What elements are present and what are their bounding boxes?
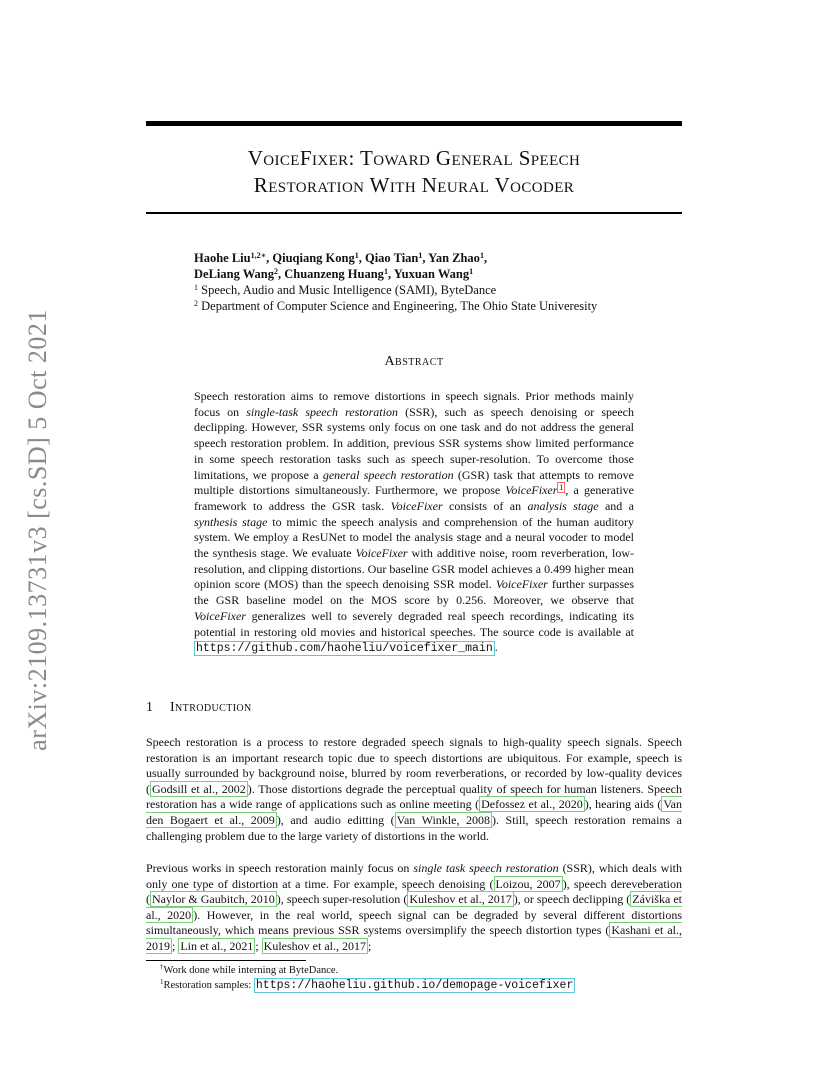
abstract-text: with additive noise, room reverberation, low-resolution, and clipping distortions. Our baseline GSR model achieves a 0.499 higher mean opinion score (MOS) than the speech denoising SSR model.: [194, 546, 634, 592]
intro-paragraph-1: [146, 735, 682, 844]
abstract-emphasis: analysis stage: [527, 498, 599, 513]
body-text: ;: [255, 938, 262, 953]
footnote-mark: †: [160, 963, 164, 971]
author-names-line-1: Haohe Liu$^{1,2∗}$, Qiuqiang Kong$^1$, Qiao Tian$^1$, Yan Zhao$^1$,: [194, 251, 488, 265]
abstract-body: [194, 389, 634, 657]
abstract-emphasis: VoiceFixer: [505, 483, 558, 498]
demo-samples-link[interactable]: https://haoheliu.github.io/demopage-voicefixer: [255, 979, 574, 992]
footnote-text: Work done while interning at ByteDance.: [163, 965, 339, 976]
section-number: 1: [146, 700, 154, 715]
affiliation-text: Speech, Audio and Music Intelligence (SAMI), ByteDance: [201, 283, 497, 297]
body-text: ), hearing aids (: [584, 797, 662, 812]
author-name: DeLiang Wang: [194, 267, 274, 281]
author-affil-mark: 1,2∗: [250, 251, 267, 260]
abstract-emphasis: VoiceFixer: [495, 577, 548, 592]
author-name: Yuxuan Wang: [393, 267, 470, 281]
author-affil-mark: 1: [354, 251, 359, 260]
paper-title-line-2: Restoration With Neural Vocoder: [253, 173, 575, 197]
body-text: ;: [172, 938, 179, 953]
paper-title: [146, 145, 682, 199]
abstract-text: Speech restoration aims to remove distortions in speech signals. Prior methods mainly focus on: [194, 389, 634, 419]
abstract-text: (GSR) task that attempts to remove multiple distortions simultaneously. Furthermore, we propose: [194, 467, 634, 498]
arxiv-identifier-stamp: [18, 300, 58, 760]
body-text: Speech restoration is a process to restore degraded speech signals to high-quality speech signals. Speech restoration is an important research topic due to speech distortions are ubiquitous. For example, speech is usually surrounded by background noise, blurred by room reverberations, or recorded by low-quality devices (: [146, 735, 682, 796]
body-text: ). However, in the real world, speech signal can be degraded by several different distortions simultaneously, which means previous SSR systems oversimplify the speech distortion types (: [146, 907, 682, 938]
abstract-emphasis: VoiceFixer: [194, 608, 246, 623]
body-text: Previous works in speech restoration mainly focus on: [146, 861, 414, 875]
abstract-emphasis: VoiceFixer: [355, 546, 408, 561]
section-title: Introduction: [170, 700, 252, 715]
arxiv-identifier-text: arXiv:2109.13731v3 [cs.SD] 5 Oct 2021: [23, 309, 52, 751]
abstract-text: further surpasses the GSR baseline model on the MOS score by 0.256. Moreover, we observe that: [194, 577, 634, 608]
footnote-1: [160, 963, 575, 978]
body-text: ;: [368, 938, 372, 953]
affiliation-number: 2: [194, 299, 198, 308]
title-rule-bottom: [146, 212, 682, 214]
citation-link[interactable]: Defossez et al., 2020: [481, 797, 583, 812]
author-name: Qiao Tian: [364, 251, 419, 265]
author-name: Chuanzeng Huang: [284, 267, 384, 281]
abstract-emphasis: single-task speech restoration: [246, 404, 398, 419]
abstract-text: generalizes well to severely degraded real speech recordings, indicating its potential in restoring old movies and historical speeches. The source code is available at: [194, 608, 634, 639]
citation-link[interactable]: Naylor & Gaubitch, 2010: [152, 892, 275, 907]
citation-link[interactable]: Kuleshov et al., 2017: [409, 892, 512, 907]
abstract-text: , a generative framework to address the GSR task.: [194, 483, 634, 513]
citation-link[interactable]: Van Winkle, 2008: [396, 812, 490, 827]
citation-link[interactable]: Loizou, 2007: [495, 876, 561, 891]
paper-title-line-1: VoiceFixer: Toward General Speech: [247, 146, 581, 170]
body-emphasis: single task speech restoration: [413, 861, 559, 875]
affiliation-2: [194, 298, 684, 314]
footnote-reference-link[interactable]: 1: [559, 483, 564, 493]
abstract-emphasis: synthesis stage: [194, 514, 268, 529]
footnote-text: Restoration samples:: [163, 980, 254, 991]
citation-link[interactable]: Godsill et al., 2002: [152, 781, 246, 796]
intro-paragraph-2: [146, 861, 682, 955]
abstract-text: consists of an: [442, 498, 528, 513]
author-affil-mark: 1: [469, 267, 474, 276]
abstract-emphasis: general speech restoration: [322, 467, 454, 482]
citation-link[interactable]: Lin et al., 2021: [180, 938, 254, 953]
author-affil-mark: 2: [274, 267, 278, 276]
author-name: Yan Zhao: [428, 251, 480, 265]
abstract-heading: Abstract: [384, 354, 444, 369]
abstract-emphasis: VoiceFixer: [390, 498, 443, 513]
body-text: ), speech super-resolution (: [276, 892, 408, 907]
footnotes: [160, 963, 575, 993]
affiliation-1: [194, 282, 684, 298]
author-affil-mark: 1: [479, 251, 484, 260]
footnote-2: [160, 978, 575, 993]
abstract-text: to mimic the speech analysis and comprehension of the human auditory system. We employ a ResUNet to model the analysis stage and a neural vocoder to model the synthesis stage. We evaluate: [194, 514, 634, 561]
abstract-text: (SSR), such as speech denoising or speech declipping. However, SSR systems only focus on one task and do not address the general speech restoration problem. In addition, previous SSR systems show limited performance in some speech restoration tasks such as speech super-resolution. To overcome those limitations, we propose a: [194, 404, 635, 482]
source-code-link[interactable]: https://github.com/haoheliu/voicefixer_main: [196, 642, 493, 656]
footnote-mark: 1: [160, 978, 164, 986]
citation-link[interactable]: Kashani et al., 2019: [146, 923, 682, 953]
affiliation-text: Department of Computer Science and Engineering, The Ohio State Univeresity: [201, 299, 598, 313]
citation-link[interactable]: Van den Bogaert et al., 2009: [146, 797, 682, 827]
citation-link[interactable]: Kuleshov et al., 2017: [263, 938, 366, 953]
footnote-divider: [146, 960, 306, 961]
author-name: Haohe Liu: [194, 251, 251, 265]
title-rule-top: [146, 121, 682, 126]
abstract-text: .: [494, 640, 498, 655]
affiliation-number: 1: [194, 283, 198, 292]
author-affil-mark: 1: [418, 251, 423, 260]
abstract-text: and a: [598, 498, 635, 513]
author-name: Qiuqiang Kong: [272, 251, 355, 265]
body-text: ), and audio editting (: [276, 812, 395, 827]
author-names-line-2: DeLiang Wang$^2$, Chuanzeng Huang$^1$, Yuxuan Wang$^1$: [194, 267, 474, 281]
body-text: ). Those distortions degrade the perceptual quality of speech for human listeners. Speech restoration has a wide range of applications such as online meeting (: [146, 781, 682, 812]
body-text: (SSR), which deals with only one type of distortion at a time. For example, speech denoising (: [146, 861, 682, 891]
body-text: ). Still, speech restoration remains a challenging problem due to the large variety of distortions in the world.: [146, 812, 682, 843]
body-text: ), or speech declipping (: [513, 892, 631, 907]
author-block: [194, 250, 684, 314]
section-heading-introduction: [146, 700, 252, 716]
citation-link[interactable]: Záviška et al., 2020: [146, 892, 682, 922]
body-text: ), speech dereveberation (: [146, 876, 682, 907]
author-affil-mark: 1: [383, 267, 388, 276]
